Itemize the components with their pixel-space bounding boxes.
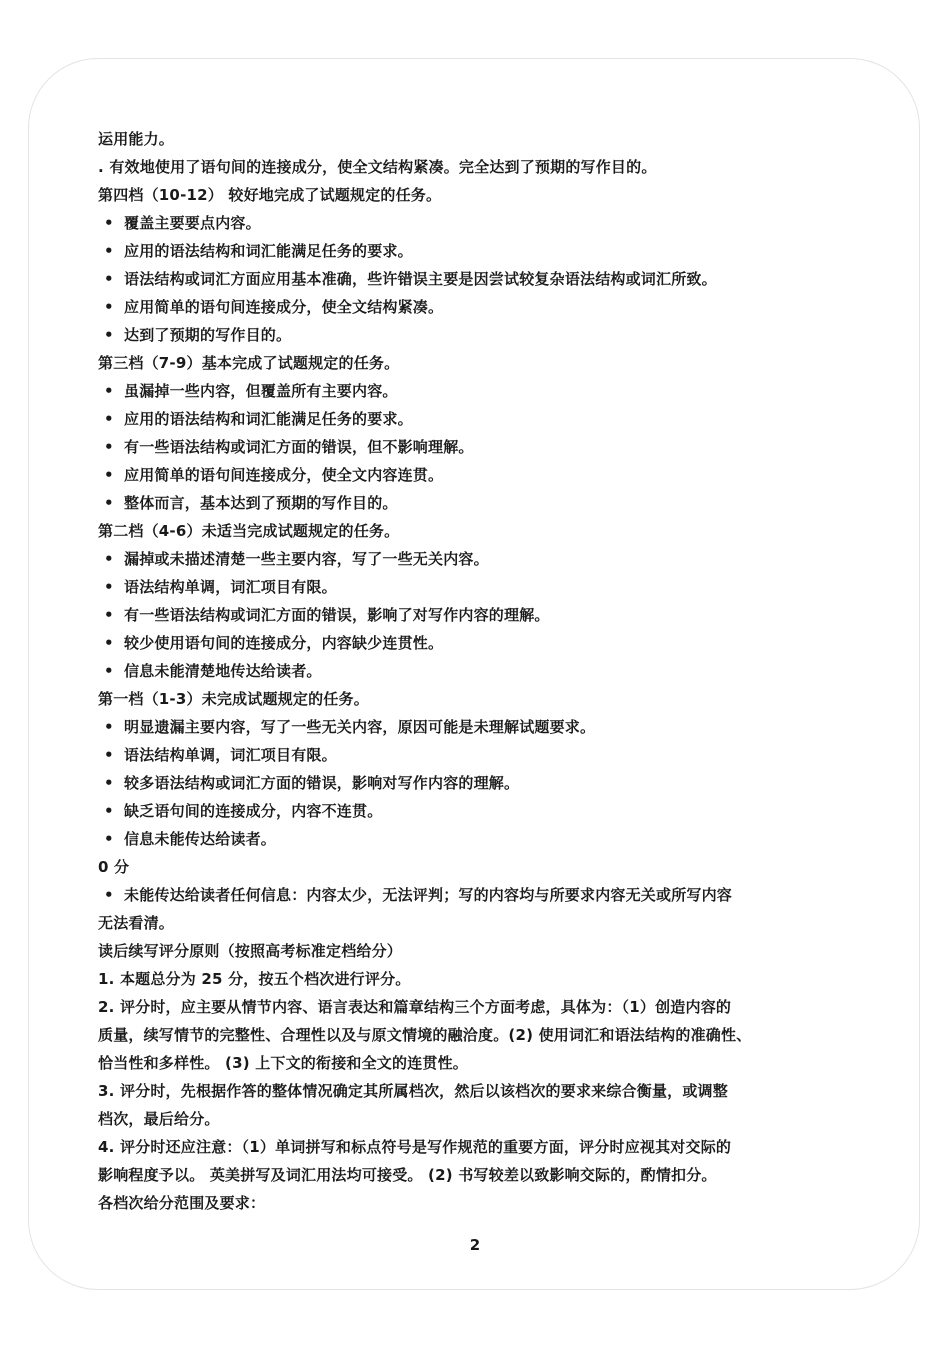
- paragraph-line: 1. 本题总分为 25 分，按五个档次进行评分。: [98, 970, 411, 988]
- bullet-item: [98, 769, 858, 797]
- bullet-item: [98, 881, 858, 909]
- paragraph-line: 无法看清。: [98, 914, 175, 932]
- bullet-text: 有一些语法结构或词汇方面的错误，影响了对写作内容的理解。: [124, 606, 550, 624]
- document-body: [98, 125, 858, 1217]
- section-heading: 第四档（10-12） 较好地完成了试题规定的任务。: [98, 186, 442, 204]
- bullet-icon: •: [104, 578, 114, 596]
- bullet-item: [98, 825, 858, 853]
- bullet-text: 有一些语法结构或词汇方面的错误，但不影响理解。: [124, 438, 474, 456]
- paragraph-line: 各档次给分范围及要求：: [98, 1194, 266, 1212]
- bullet-text: 漏掉或未描述清楚一些主要内容，写了一些无关内容。: [124, 550, 489, 568]
- bullet-item: [98, 209, 858, 237]
- bullet-item: [98, 545, 858, 573]
- bullet-text: 整体而言，基本达到了预期的写作目的。: [124, 494, 398, 512]
- bullet-item: [98, 489, 858, 517]
- bullet-text: 应用简单的语句间连接成分，使全文内容连贯。: [124, 466, 444, 484]
- bullet-text: 语法结构或词汇方面应用基本准确，些许错误主要是因尝试较复杂语法结构或词汇所致。: [124, 270, 717, 288]
- bullet-icon: •: [104, 494, 114, 512]
- bullet-item: [98, 797, 858, 825]
- bullet-icon: •: [104, 774, 114, 792]
- bullet-icon: •: [104, 830, 114, 848]
- bullet-item: [98, 377, 858, 405]
- paragraph-line: 3. 评分时，先根据作答的整体情况确定其所属档次，然后以该档次的要求来综合衡量，或调整: [98, 1082, 728, 1100]
- bullet-icon: •: [104, 382, 114, 400]
- paragraph-line: 影响程度予以。 英美拼写及词汇用法均可接受。 (2) 书写较差以致影响交际的，酌情扣分。: [98, 1166, 717, 1184]
- bullet-icon: •: [104, 466, 114, 484]
- bullet-item: [98, 461, 858, 489]
- bullet-item: [98, 321, 858, 349]
- bullet-text: 达到了预期的写作目的。: [124, 326, 292, 344]
- section-heading: 第二档（4-6）未适当完成试题规定的任务。: [98, 522, 400, 540]
- bullet-icon: •: [104, 746, 114, 764]
- bullet-icon: •: [104, 606, 114, 624]
- paragraph-line: 恰当性和多样性。 (3) 上下文的衔接和全文的连贯性。: [98, 1054, 468, 1072]
- bullet-item: [98, 433, 858, 461]
- bullet-item: [98, 741, 858, 769]
- bullet-icon: •: [104, 886, 114, 904]
- paragraph-line: 运用能力。: [98, 130, 175, 148]
- bullet-icon: •: [104, 410, 114, 428]
- bullet-icon: •: [104, 298, 114, 316]
- bullet-icon: •: [104, 634, 114, 652]
- bullet-item: [98, 405, 858, 433]
- bullet-text: 缺乏语句间的连接成分，内容不连贯。: [124, 802, 383, 820]
- bullet-item: [98, 265, 858, 293]
- bullet-text: 信息未能清楚地传达给读者。: [124, 662, 322, 680]
- page-number: 2: [469, 1236, 481, 1254]
- bullet-item: [98, 293, 858, 321]
- bullet-text: 应用的语法结构和词汇能满足任务的要求。: [124, 410, 413, 428]
- section-heading: 第三档（7-9）基本完成了试题规定的任务。: [98, 354, 400, 372]
- paragraph-line: 4. 评分时还应注意：（1）单词拼写和标点符号是写作规范的重要方面，评分时应视其对交际的: [98, 1138, 732, 1156]
- bullet-icon: •: [104, 802, 114, 820]
- bullet-item: [98, 713, 858, 741]
- bullet-text: 覆盖主要要点内容。: [124, 214, 261, 232]
- paragraph-line: 档次，最后给分。: [98, 1110, 220, 1128]
- paragraph-line: . 有效地使用了语句间的连接成分，使全文结构紧凑。完全达到了预期的写作目的。: [98, 158, 657, 176]
- paragraph-line: 2. 评分时，应主要从情节内容、语言表达和篇章结构三个方面考虑，具体为：（1）创造内容的: [98, 998, 732, 1016]
- section-heading: 读后续写评分原则（按照高考标准定档给分）: [98, 942, 403, 960]
- bullet-item: [98, 657, 858, 685]
- bullet-icon: •: [104, 550, 114, 568]
- bullet-text: 语法结构单调，词汇项目有限。: [124, 746, 337, 764]
- bullet-text: 明显遗漏主要内容，写了一些无关内容，原因可能是未理解试题要求。: [124, 718, 596, 736]
- bullet-text: 语法结构单调，词汇项目有限。: [124, 578, 337, 596]
- bullet-text: 较多语法结构或词汇方面的错误，影响对写作内容的理解。: [124, 774, 520, 792]
- bullet-item: [98, 237, 858, 265]
- bullet-text: 应用简单的语句间连接成分，使全文结构紧凑。: [124, 298, 444, 316]
- paragraph-line: 质量，续写情节的完整性、合理性以及与原文情境的融洽度。(2) 使用词汇和语法结构的准确性、: [98, 1026, 752, 1044]
- bullet-icon: •: [104, 214, 114, 232]
- bullet-icon: •: [104, 270, 114, 288]
- bullet-text: 应用的语法结构和词汇能满足任务的要求。: [124, 242, 413, 260]
- bullet-item: [98, 573, 858, 601]
- bullet-icon: •: [104, 326, 114, 344]
- section-heading: 0 分: [98, 858, 130, 876]
- bullet-text: 未能传达给读者任何信息：内容太少，无法评判；写的内容均与所要求内容无关或所写内容: [124, 886, 733, 904]
- bullet-item: [98, 601, 858, 629]
- bullet-text: 虽漏掉一些内容，但覆盖所有主要内容。: [124, 382, 398, 400]
- bullet-icon: •: [104, 718, 114, 736]
- bullet-icon: •: [104, 242, 114, 260]
- bullet-item: [98, 629, 858, 657]
- section-heading: 第一档（1-3）未完成试题规定的任务。: [98, 690, 369, 708]
- bullet-text: 较少使用语句间的连接成分，内容缺少连贯性。: [124, 634, 444, 652]
- bullet-icon: •: [104, 662, 114, 680]
- bullet-icon: •: [104, 438, 114, 456]
- bullet-text: 信息未能传达给读者。: [124, 830, 277, 848]
